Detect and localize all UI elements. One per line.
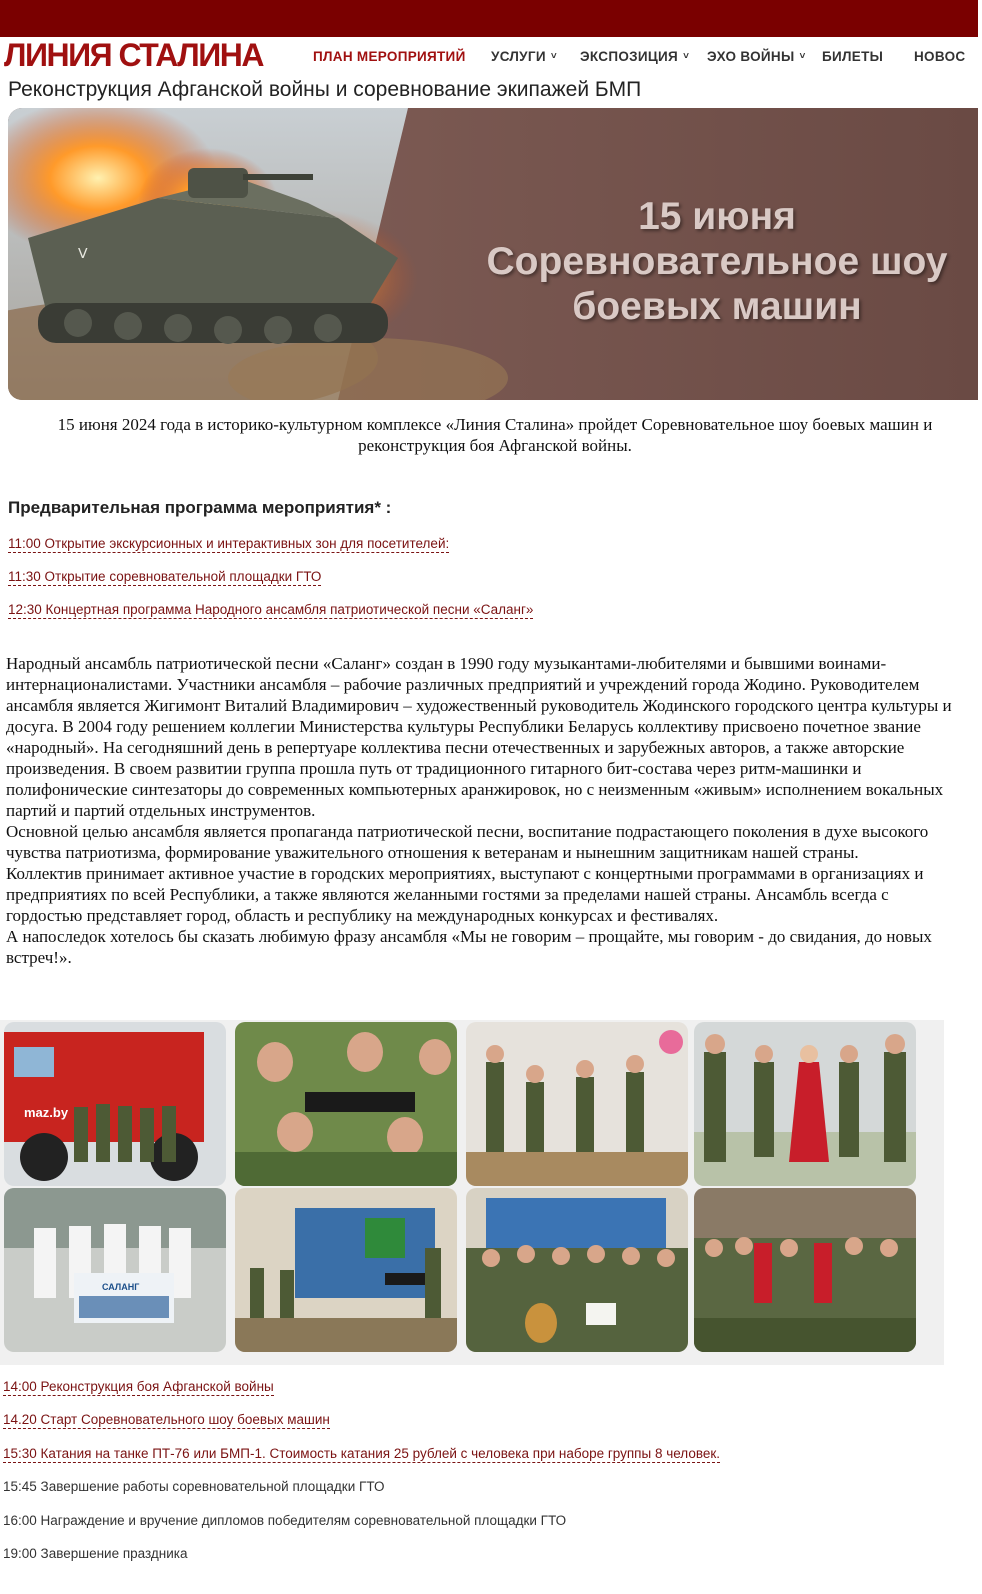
nav-item-services[interactable]: УСЛУГИ ˅ xyxy=(491,49,557,64)
schedule-link-1100[interactable]: 11:00 Открытие экскурсионных и интерактивных зон для посетителей: xyxy=(8,536,450,551)
schedule-link-1400[interactable]: 14:00 Реконструкция боя Афганской войны xyxy=(3,1379,274,1394)
chevron-down-icon: ˅ xyxy=(683,51,690,62)
gallery-photo-banner-group[interactable] xyxy=(4,1188,226,1352)
body-paragraph-4: А напоследок хотелось бы сказать любимую фразу ансамбля «Мы не говорим – прощайте, мы говорим - до свидания, до новых встреч!». xyxy=(6,927,932,967)
photo-gallery xyxy=(0,1020,944,1365)
truck-brand-text: maz.by xyxy=(24,1105,69,1120)
nav-item-echo-of-war[interactable]: ЭХО ВОЙНЫ ˅ xyxy=(707,49,806,64)
gallery-photo-group-diplomas[interactable] xyxy=(466,1188,688,1352)
chevron-down-icon: ˅ xyxy=(799,51,806,62)
gallery-photo-stage-1[interactable] xyxy=(466,1022,688,1186)
intro-paragraph: 15 июня 2024 года в историко-культурном комплексе «Линия Сталина» пройдет Соревновательное шоу боевых машин и реконструкция боя Афганской войны. xyxy=(57,415,933,455)
nav-item-news[interactable]: НОВОС xyxy=(914,49,966,64)
program-heading: Предварительная программа мероприятия* : xyxy=(8,498,392,517)
gallery-photo-group-hall[interactable] xyxy=(694,1188,916,1352)
schedule-link-1230[interactable]: 12:30 Концертная программа Народного ансамбля патриотической песни «Саланг» xyxy=(8,602,534,617)
schedule-link-1130[interactable]: 11:30 Открытие соревновательной площадки ГТО xyxy=(8,569,322,584)
salang-banner-text: САЛАНГ xyxy=(102,1282,140,1292)
body-paragraph-2: Основной целью ансамбля является пропаганда патриотической песни, воспитание подрастающего поколения в духе высокого чувства патриотизма, формирование уважительного отношения к ветеранам и нынешним защитникам нашей страны. xyxy=(6,822,929,862)
page-title: Реконструкция Афганской войны и соревнование экипажей БМП xyxy=(8,78,642,101)
gallery-photo-truck[interactable] xyxy=(4,1022,226,1186)
nav-item-tickets[interactable]: БИЛЕТЫ xyxy=(822,49,884,64)
schedule-link-1420[interactable]: 14.20 Старт Соревновательного шоу боевых машин xyxy=(3,1412,330,1427)
banner-date: 15 июня xyxy=(638,195,796,238)
schedule-link-1530[interactable]: 15:30 Катания на танке ПТ-76 или БМП-1. Стоимость катания 25 рублей с человека при наборе группы 8 человек. xyxy=(3,1446,721,1461)
body-paragraph-1: Народный ансамбль патриотической песни «Саланг» создан в 1990 году музыкантами-любителями и бывшими воинами-интернационалистами. Участники ансамбля – рабочие различных предприятий и учреждений города Жодино. Руководителем ансамбля является Жигимонт Виталий Владимирович – художественный руководитель Жодинского городского центра культуры и досуга. В 2004 году решением коллегии Министерства культуры Республики Беларусь коллективу присвоено почетное звание «народный». На сегодняшний день в репертуаре коллектива песни отечественных и зарубежных авторов, а также авторские произведения. В своем развитии группа прошла путь от традиционного гитарного бит-состава через ритм-машинки и полифонические синтезаторы до современных компьютерных аранжировок, но с неизменным «живым» исполнением вокальных партий и партий отдельных инструментов. xyxy=(6,654,952,820)
svg-text:ᐯ: ᐯ xyxy=(78,245,88,261)
top-color-bar xyxy=(0,0,978,37)
nav-item-events-plan[interactable]: ПЛАН МЕРОПРИЯТИЙ xyxy=(313,49,466,64)
site-logo[interactable]: ЛИНИЯ СТАЛИНА xyxy=(4,37,263,73)
gallery-photo-hall[interactable] xyxy=(694,1022,916,1186)
schedule-item-1600: 16:00 Награждение и вручение дипломов победителям соревновательной площадки ГТО xyxy=(3,1513,567,1528)
banner-line-2: Соревновательное шоу xyxy=(486,240,948,283)
gallery-photo-band-1[interactable] xyxy=(235,1022,457,1186)
banner-line-3: боевых машин xyxy=(572,285,862,328)
schedule-item-1900: 19:00 Завершение праздника xyxy=(3,1546,188,1561)
body-paragraph-3: Коллектив принимает активное участие в городских мероприятиях, выступают с концертными программами в организациях и предприятиях по всей Республики, а также являются желанными гостями за пределами нашей страны. Ансамбль всегда с гордостью представляет город, область и республику на международных конкурсах и фестивалях. xyxy=(6,864,924,925)
schedule-item-1545: 15:45 Завершение работы соревновательной площадки ГТО xyxy=(3,1479,385,1494)
ensemble-description xyxy=(6,653,966,968)
nav-item-exposition[interactable]: ЭКСПОЗИЦИЯ ˅ xyxy=(580,49,690,64)
gallery-photo-stage-2[interactable] xyxy=(235,1188,457,1352)
chevron-down-icon: ˅ xyxy=(550,51,557,62)
banner-headline xyxy=(452,194,978,329)
main-navigation xyxy=(0,37,982,75)
event-banner xyxy=(8,108,978,400)
